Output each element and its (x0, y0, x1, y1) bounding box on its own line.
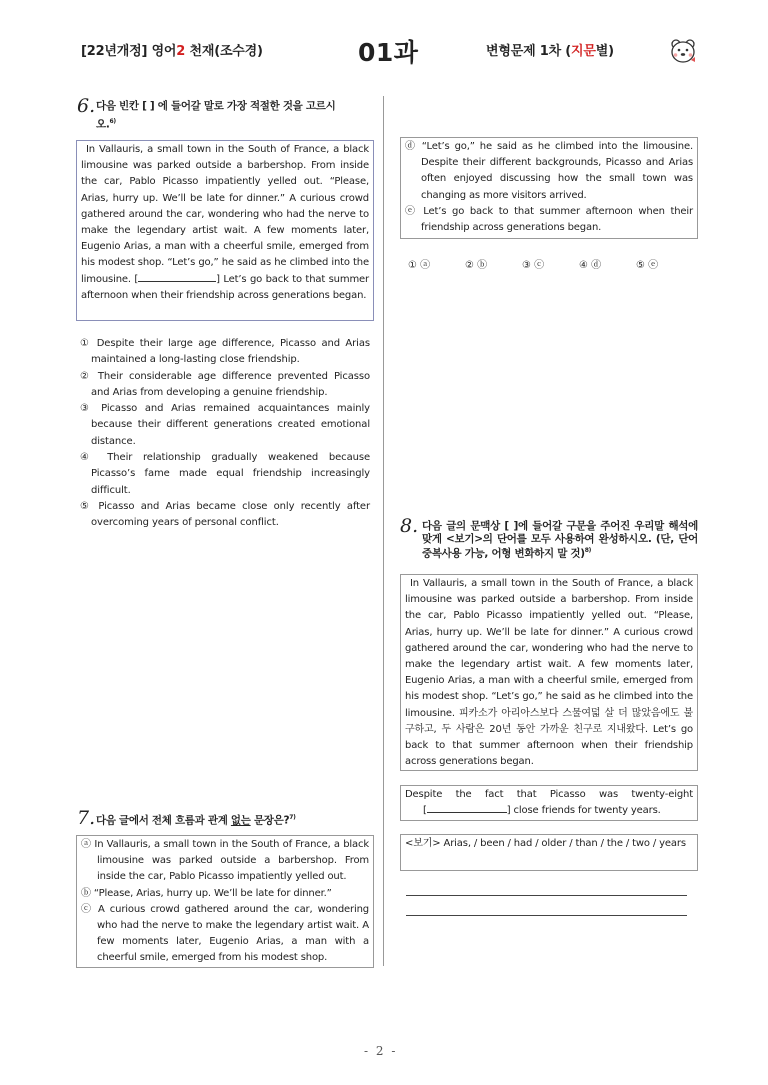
question-7-choices (408, 256, 693, 271)
page-number: - 2 - (364, 1044, 398, 1058)
question-8-passage: In Vallauris, a small town in the South of France, a black limousine was parked outside a barbershop. From inside the car, Pablo Picasso impatiently yelled out. “Please, Arias, hurry up. We’ll be late for dinner.” A curious crowd gathered around the car, wondering who had the nerve to make the legendary artist wait. A few moments later, Eugenio Arias, a man with a cheerful smile, emerged from his modest shop. “Let’s go,” he said as he climbed into the limousine. 피카소가 아리아스보다 스물여덟 살 더 많았음에도 불구하고, 두 사람은 20년 동안 가까운 친구로 지내왔다. Let’s go back to that summer afternoon when their friendship across generations began. (400, 574, 698, 771)
bear-mascot-icon (668, 36, 698, 66)
choice-5[interactable]: ⑤ Picasso and Arias became close only recently after overcoming years of personal conflict. (80, 500, 370, 529)
choice-4[interactable]: ④ Their relationship gradually weakened because Picasso’s fame made equal friendship increasingly difficult. (80, 452, 370, 496)
lesson-title: 01과 (358, 38, 419, 67)
sentence-c: ⓒ A curious crowd gathered around the car, wondering who had the nerve to make the legendary artist wait. A few moments later, Eugenio Arias, a man with a cheerful smile, emerged from his modest shop. (81, 903, 369, 964)
worksheet-course-label: [22년개정] 영어2 천재(조수경) (81, 44, 263, 59)
answer-blank (427, 812, 507, 813)
sentence-d: ⓓ “Let’s go,” he said as he climbed into the limousine. Despite their different backgrounds, Picasso and Arias often enjoyed discussing how the small town was changing as more visitors arrived. (405, 141, 693, 201)
column-divider (383, 96, 384, 966)
question-8-sentence-box: Despite the fact that Picasso was twenty-eight [ ] close friends for twenty years. (400, 785, 698, 821)
choice-1[interactable]: ① ⓐ (408, 260, 431, 271)
question-6-number: 6. (77, 95, 96, 117)
question-7-prompt: 다음 글에서 전체 흐름과 관계 없는 문장은?$^{7)}$ (96, 814, 296, 827)
question-7-passage-part-2 (400, 137, 698, 239)
choice-2[interactable]: ② Their considerable age difference prevented Picasso and Arias from developing a genuine friendship. (80, 370, 370, 398)
choice-2[interactable]: ② ⓑ (465, 260, 488, 271)
sentence-b: ⓑ “Please, Arias, hurry up. We’ll be late for dinner.” (81, 887, 332, 899)
bogi-word-box: <보기> Arias, / been / had / older / than / the / two / years (400, 834, 698, 871)
choice-1[interactable]: ① Despite their large age difference, Picasso and Arias maintained a long-lasting close friendship. (80, 338, 370, 366)
question-7-number: 7. (77, 807, 96, 829)
answer-line-2[interactable] (406, 915, 687, 916)
answer-line-1[interactable] (406, 895, 687, 896)
sentence-e: ⓔ Let’s go back to that summer afternoon when their friendship across generations began. (405, 205, 693, 234)
answer-blank (138, 281, 216, 282)
choice-5[interactable]: ⑤ ⓔ (636, 260, 659, 271)
choice-4[interactable]: ④ ⓓ (579, 260, 602, 271)
question-8-number: 8. (400, 515, 419, 537)
worksheet-type-label: 변형문제 1차 (지문별) (486, 44, 614, 59)
question-6-prompt: 다음 빈칸 [ ] 에 들어갈 말로 가장 적절한 것을 고르시 오.$^{6)}$ (96, 100, 336, 131)
course-level-number: 2 (176, 44, 186, 59)
choice-3[interactable]: ③ ⓒ (522, 260, 545, 271)
question-7-passage-part-1 (76, 835, 374, 968)
question-6-passage: In Vallauris, a small town in the South of France, a black limousine was parked outside a barbershop. From inside the car, Pablo Picasso impatiently yelled out. “Please, Arias, hurry up. We’ll be late for dinner.” A curious crowd gathered around the car, wondering who had the nerve to make the legendary artist wait. A few moments later, Eugenio Arias, a man with a cheerful smile, emerged from his modest shop. “Let’s go,” he said as he climbed into the limousine. [ ] Let’s go back to that summer afternoon when their friendship across generations began. (76, 140, 374, 321)
question-6-choices (80, 336, 370, 532)
sentence-a: ⓐ In Vallauris, a small town in the South of France, a black limousine was parked outside a barbershop. From inside the car, Pablo Picasso impatiently yelled out. (81, 839, 369, 883)
question-8-prompt: 다음 글의 문맥상 [ ]에 들어갈 구문을 주어진 우리말 해석에 맞게 <보기>의 단어를 모두 사용하여 완성하시오. (단, 단어 중복사용 가능, 어형 변화하지 말 것)$^{8)}$ (422, 520, 698, 560)
choice-3[interactable]: ③ Picasso and Arias remained acquaintances mainly because their different generations created emotional distance. (80, 403, 370, 447)
